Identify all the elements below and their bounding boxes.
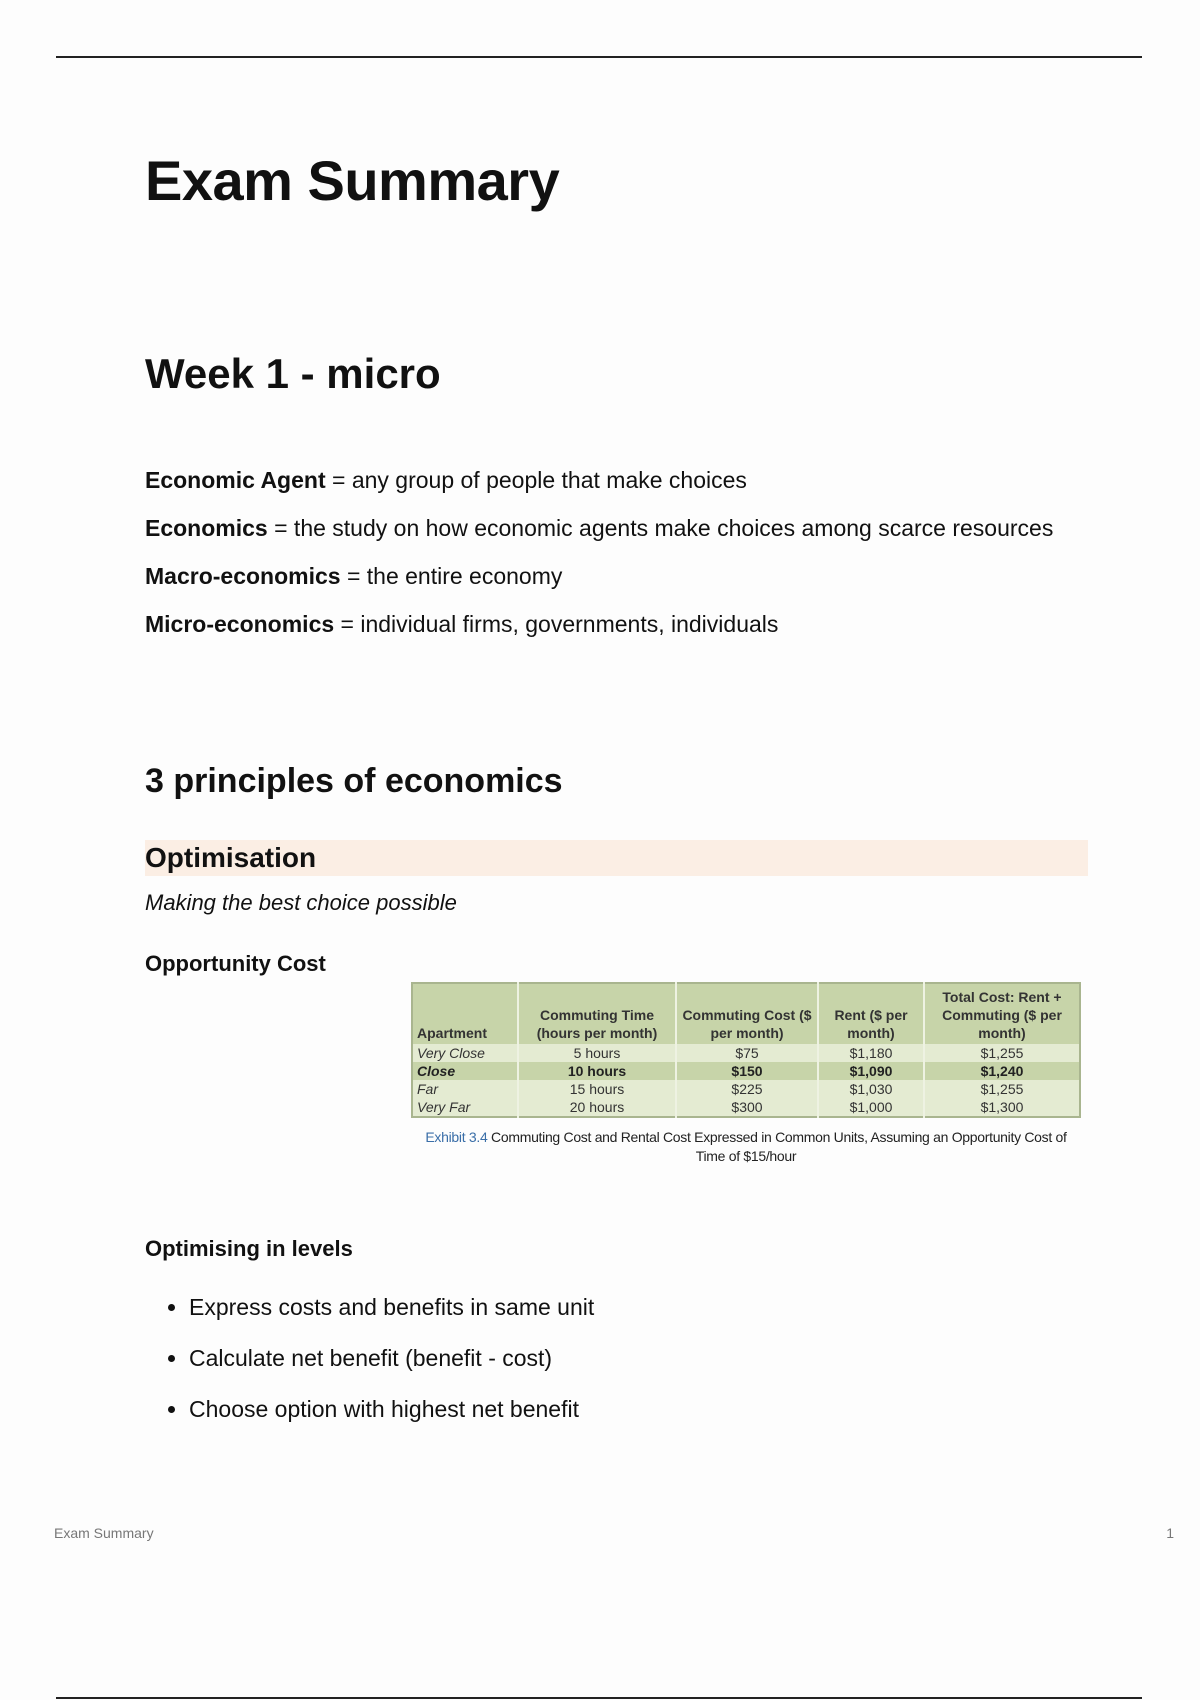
definition-text: = the study on how economic agents make choices among scarce resources [267,515,1054,541]
cell-rent: $1,090 [818,1062,924,1080]
cell-rent: $1,180 [818,1044,924,1062]
cell-rent: $1,000 [818,1098,924,1117]
cell-apartment: Far [412,1080,518,1098]
table-row [412,1098,1080,1117]
optimising-levels-list [145,1282,594,1435]
cell-time: 10 hours [518,1062,676,1080]
footer-title: Exam Summary [54,1525,154,1541]
exhibit-caption-label: Exhibit 3.4 [425,1129,488,1145]
optimisation-heading: Optimisation [145,842,317,873]
exhibit-caption-text: Commuting Cost and Rental Cost Expressed in Common Units, Assuming an Opportunity Cost of Time of $15/hour [487,1129,1067,1164]
optimisation-subtitle: Making the best choice possible [145,890,457,915]
cell-apartment: Close [412,1062,518,1080]
cell-cost: $150 [676,1062,818,1080]
definition-item [145,510,1085,546]
cell-rent: $1,030 [818,1080,924,1098]
footer-page-number: 1 [1166,1525,1174,1541]
top-rule [56,56,1142,58]
list-item: • Calculate net benefit (benefit - cost) [189,1333,594,1384]
exhibit-table [411,982,1081,1118]
exhibit-caption [411,1128,1081,1166]
header-commuting-time: Commuting Time (hours per month) [518,983,676,1044]
table-row [412,1080,1080,1098]
cell-total: $1,240 [924,1062,1080,1080]
principles-heading: 3 principles of economics [145,762,563,800]
definition-item [145,558,1085,594]
opportunity-cost-heading: Opportunity Cost [145,951,326,976]
header-commuting-cost: Commuting Cost ($ per month) [676,983,818,1044]
definition-term: Economics [145,515,268,541]
definition-item [145,606,1085,642]
header-total-cost: Total Cost: Rent + Commuting ($ per month) [924,983,1080,1044]
page-title: Exam Summary [145,149,560,212]
definition-term: Economic Agent [145,467,326,493]
definitions-list [145,462,1085,654]
cell-total: $1,255 [924,1080,1080,1098]
week-heading: Week 1 - micro [145,350,441,397]
list-item: • Choose option with highest net benefit [189,1384,594,1435]
exhibit-figure [411,982,1081,1166]
table-header-row [412,983,1080,1044]
cell-cost: $225 [676,1080,818,1098]
cell-apartment: Very Close [412,1044,518,1062]
cell-cost: $300 [676,1098,818,1117]
table-row [412,1062,1080,1080]
cell-total: $1,300 [924,1098,1080,1117]
definition-text: = individual firms, governments, individuals [334,611,779,637]
header-apartment: Apartment [412,983,518,1044]
cell-time: 5 hours [518,1044,676,1062]
definition-text: = the entire economy [340,563,563,589]
definition-term: Micro-economics [145,611,335,637]
optimisation-banner [145,840,1088,876]
header-rent: Rent ($ per month) [818,983,924,1044]
bottom-rule [56,1697,1142,1699]
cell-time: 15 hours [518,1080,676,1098]
definition-item [145,462,1085,498]
cell-time: 20 hours [518,1098,676,1117]
cell-apartment: Very Far [412,1098,518,1117]
cell-total: $1,255 [924,1044,1080,1062]
cell-cost: $75 [676,1044,818,1062]
definition-text: = any group of people that make choices [325,467,747,493]
list-item: • Express costs and benefits in same unit [189,1282,594,1333]
table-row [412,1044,1080,1062]
optimising-levels-heading: Optimising in levels [145,1236,353,1261]
definition-term: Macro-economics [145,563,341,589]
